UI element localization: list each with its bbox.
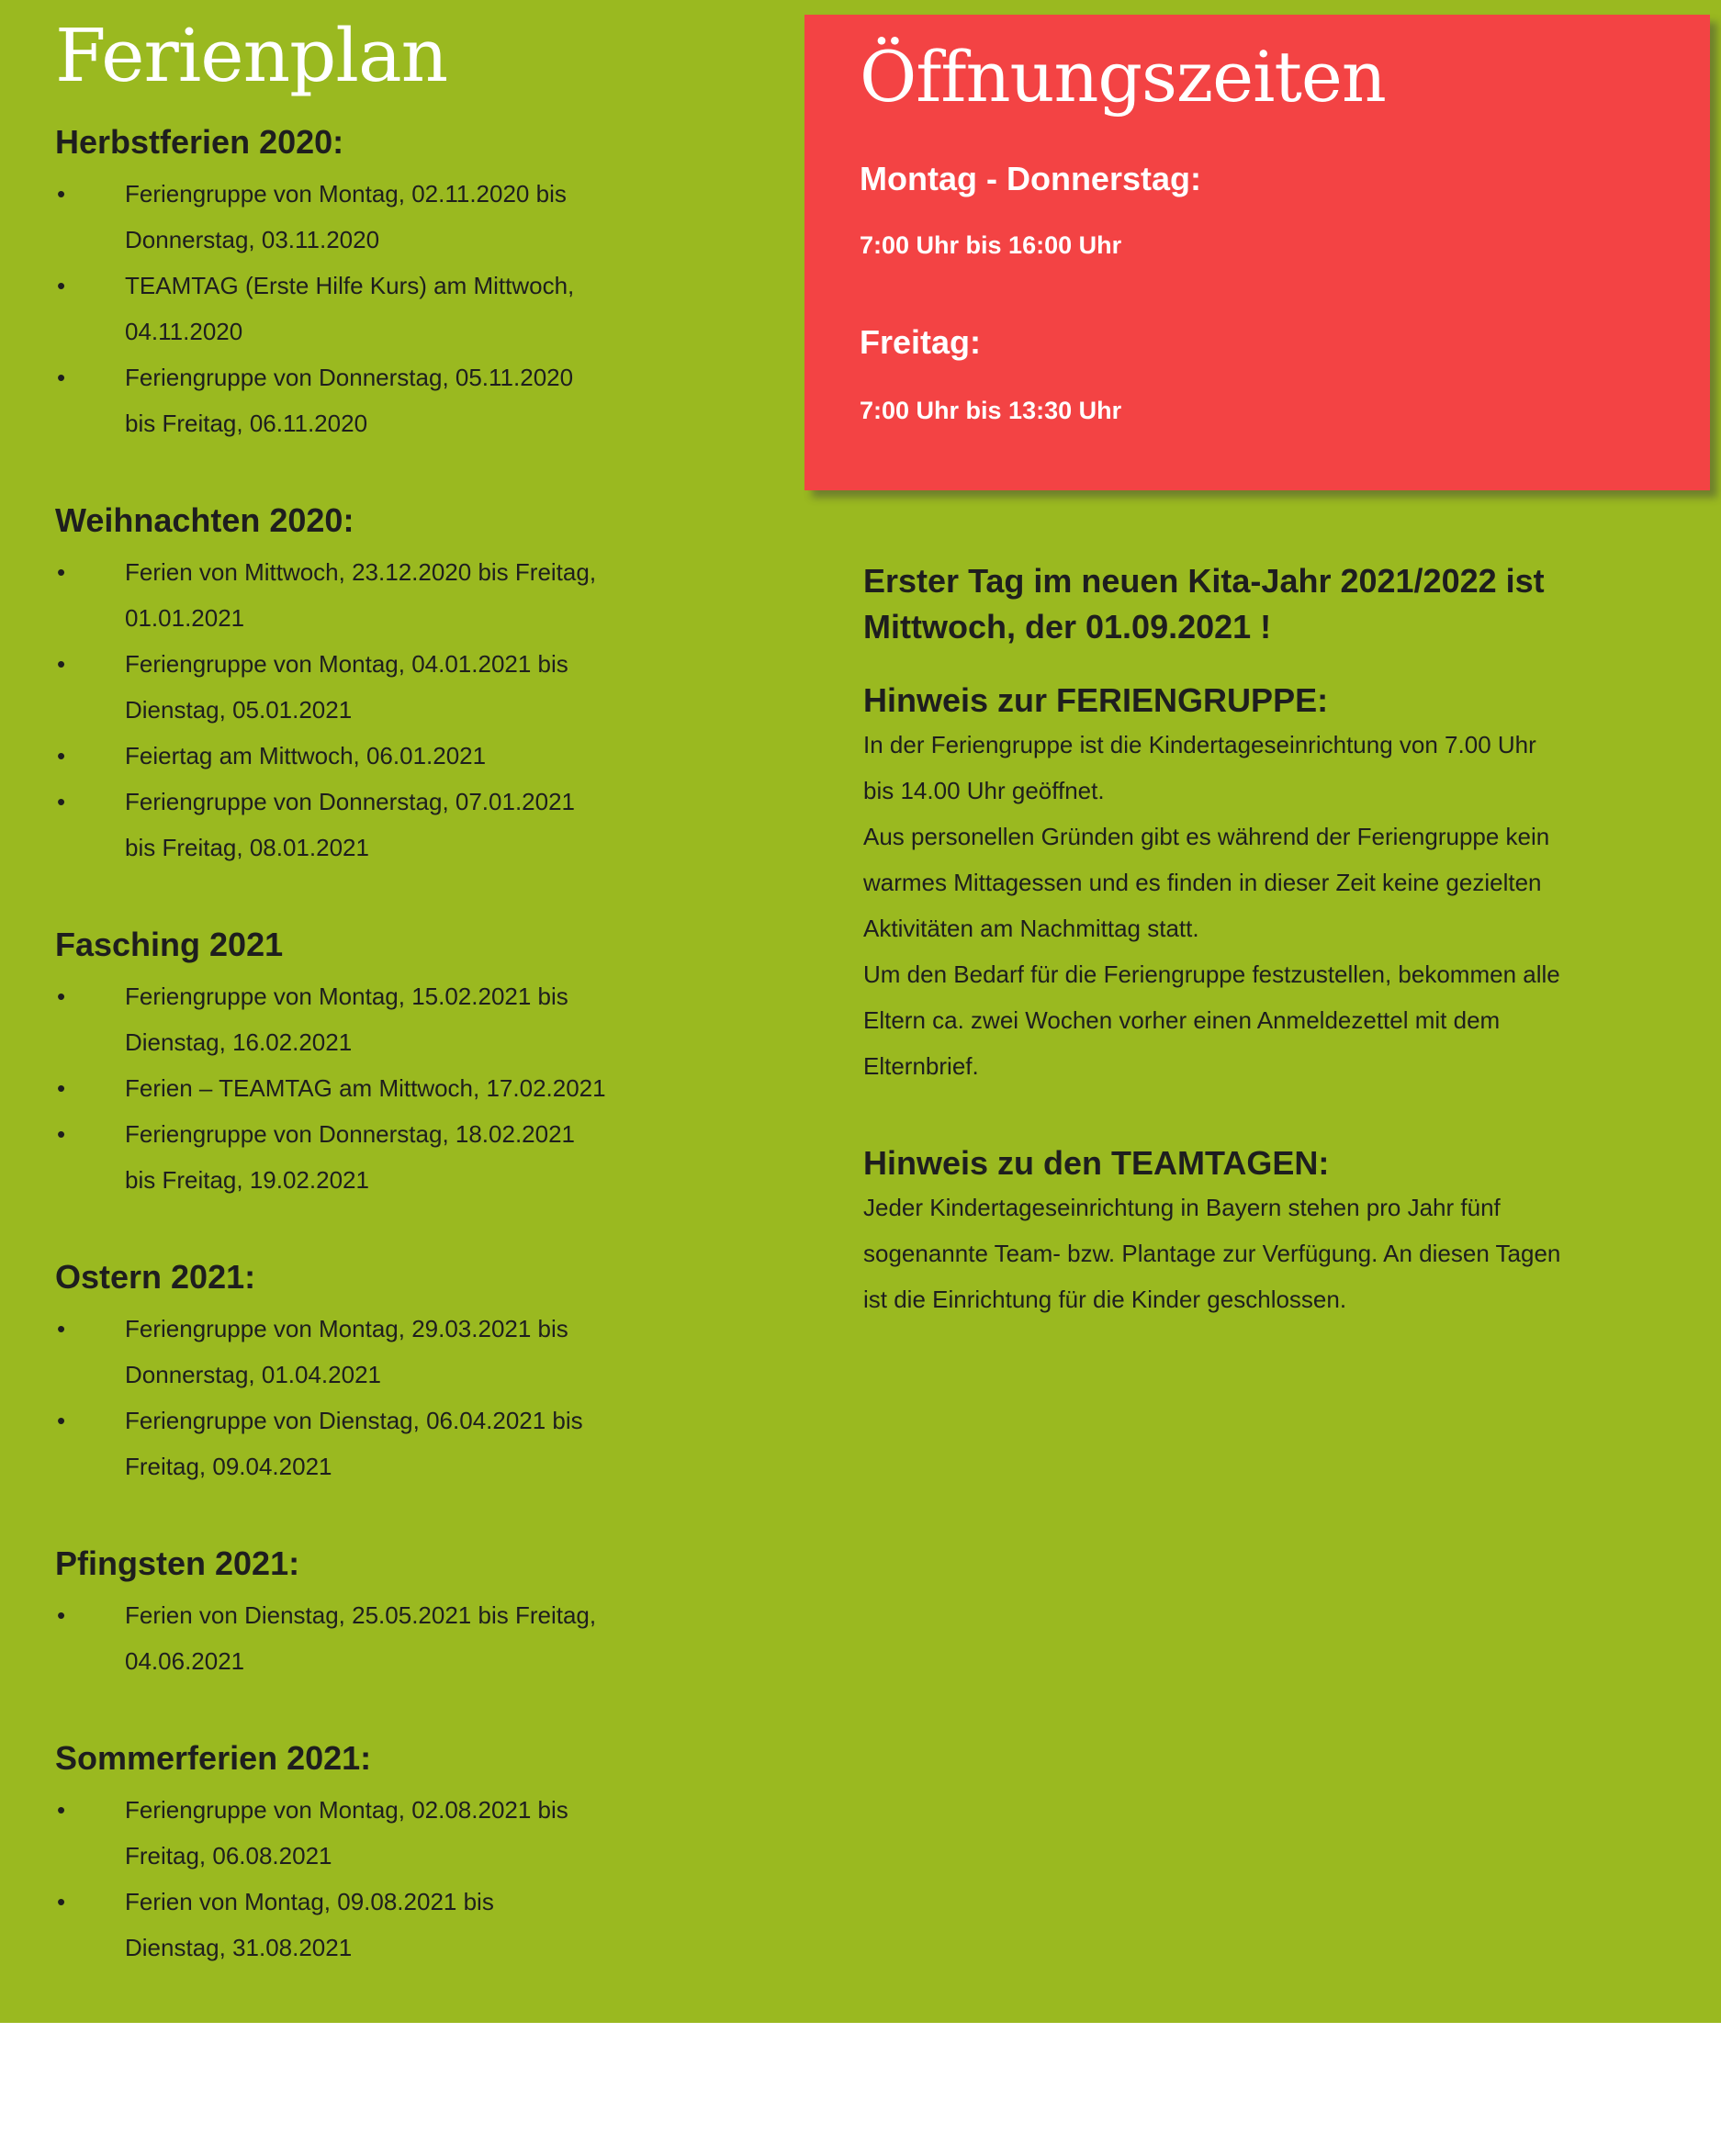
bullet-icon: • bbox=[57, 742, 66, 769]
holiday-item-line: Ferien von Dienstag, 25.05.2021 bis Freitag, bbox=[125, 1601, 597, 1629]
holiday-list-item bbox=[55, 733, 643, 779]
bullet-icon: • bbox=[57, 650, 66, 678]
holiday-item-line: Donnerstag, 03.11.2020 bbox=[125, 226, 380, 253]
holiday-section bbox=[55, 1256, 643, 1489]
note-line: Jeder Kindertageseinrichtung in Bayern stehen pro Jahr fünf bbox=[863, 1194, 1501, 1221]
holiday-item-line: 04.06.2021 bbox=[125, 1647, 245, 1675]
opening-hours-box bbox=[804, 15, 1710, 490]
holiday-list bbox=[55, 1592, 643, 1684]
bullet-icon: • bbox=[57, 1074, 66, 1102]
holiday-list-item bbox=[55, 1111, 643, 1203]
ferienplan-title: Ferienplan bbox=[55, 13, 448, 98]
holiday-list bbox=[55, 171, 643, 446]
note-line: Aktivitäten am Nachmittag statt. bbox=[863, 915, 1199, 942]
holiday-item-line: TEAMTAG (Erste Hilfe Kurs) am Mittwoch, bbox=[125, 272, 575, 299]
holiday-list bbox=[55, 549, 643, 870]
holiday-item-line: Feriengruppe von Montag, 29.03.2021 bis bbox=[125, 1315, 568, 1342]
holiday-section bbox=[55, 1737, 643, 1971]
holiday-list-item bbox=[55, 354, 643, 446]
holiday-list-item bbox=[55, 1065, 643, 1111]
holiday-section bbox=[55, 121, 643, 446]
holiday-item-line: Ferien von Montag, 09.08.2021 bis bbox=[125, 1888, 494, 1915]
note-line: warmes Mittagessen und es finden in dieser Zeit keine gezielten bbox=[863, 869, 1542, 896]
bullet-icon: • bbox=[57, 558, 66, 586]
holiday-item-line: bis Freitag, 08.01.2021 bbox=[125, 834, 369, 861]
info-column bbox=[863, 558, 1625, 1322]
holiday-item-line: Feriengruppe von Donnerstag, 05.11.2020 bbox=[125, 364, 574, 391]
holiday-list-item bbox=[55, 171, 643, 263]
first-day-notice bbox=[863, 558, 1625, 650]
holiday-item-line: 04.11.2020 bbox=[125, 318, 243, 345]
teamtage-note-title: Hinweis zu den TEAMTAGEN: bbox=[863, 1144, 1330, 1182]
holiday-list bbox=[55, 1787, 643, 1971]
bullet-icon: • bbox=[57, 1796, 66, 1824]
note-line: Um den Bedarf für die Feriengruppe festzustellen, bekommen alle bbox=[863, 960, 1560, 988]
holiday-item-line: Feriengruppe von Donnerstag, 07.01.2021 bbox=[125, 788, 576, 815]
holiday-item-line: Freitag, 06.08.2021 bbox=[125, 1842, 332, 1870]
note-line: Aus personellen Gründen gibt es während der Feriengruppe kein bbox=[863, 823, 1550, 850]
holiday-list-item bbox=[55, 1787, 643, 1879]
note-line: Elternbrief. bbox=[863, 1052, 979, 1080]
note-line: In der Feriengruppe ist die Kindertageseinrichtung von 7.00 Uhr bbox=[863, 731, 1536, 758]
note-line: bis 14.00 Uhr geöffnet. bbox=[863, 777, 1105, 804]
friday-time: 7:00 Uhr bis 13:30 Uhr bbox=[860, 397, 1122, 424]
holiday-section bbox=[55, 500, 643, 870]
opening-hours-title: Öffnungszeiten bbox=[860, 36, 1386, 118]
holiday-item-line: Dienstag, 31.08.2021 bbox=[125, 1934, 353, 1961]
friday-label: Freitag: bbox=[860, 323, 982, 361]
holiday-item-line: Dienstag, 16.02.2021 bbox=[125, 1028, 353, 1056]
first-day-line: Mittwoch, der 01.09.2021 ! bbox=[863, 608, 1272, 646]
holiday-item-line: Feriengruppe von Montag, 02.11.2020 bis bbox=[125, 180, 567, 208]
holiday-section-title: Ostern 2021: bbox=[55, 1258, 256, 1296]
weekday-label: Montag - Donnerstag: bbox=[860, 160, 1201, 197]
bullet-icon: • bbox=[57, 364, 66, 391]
holiday-section-title: Fasching 2021 bbox=[55, 926, 284, 963]
bullet-icon: • bbox=[57, 1407, 66, 1434]
feriengruppe-note-text bbox=[863, 722, 1625, 1089]
first-day-line: Erster Tag im neuen Kita-Jahr 2021/2022 ist bbox=[863, 562, 1545, 600]
holiday-list-item bbox=[55, 779, 643, 870]
holiday-list bbox=[55, 973, 643, 1203]
teamtage-note-text bbox=[863, 1185, 1625, 1322]
holiday-list bbox=[55, 1306, 643, 1489]
bullet-icon: • bbox=[57, 1601, 66, 1629]
holiday-section-title: Pfingsten 2021: bbox=[55, 1544, 300, 1582]
note-line: Eltern ca. zwei Wochen vorher einen Anmeldezettel mit dem bbox=[863, 1006, 1501, 1034]
holiday-list-item bbox=[55, 1306, 643, 1398]
holiday-item-line: Feiertag am Mittwoch, 06.01.2021 bbox=[125, 742, 487, 769]
holiday-item-line: Donnerstag, 01.04.2021 bbox=[125, 1361, 381, 1388]
holiday-section-title: Herbstferien 2020: bbox=[55, 123, 344, 161]
bullet-icon: • bbox=[57, 1120, 66, 1148]
holiday-item-line: Feriengruppe von Donnerstag, 18.02.2021 bbox=[125, 1120, 576, 1148]
holiday-item-line: Ferien – TEAMTAG am Mittwoch, 17.02.2021 bbox=[125, 1074, 606, 1102]
holiday-item-line: bis Freitag, 19.02.2021 bbox=[125, 1166, 369, 1194]
bullet-icon: • bbox=[57, 180, 66, 208]
holiday-item-line: bis Freitag, 06.11.2020 bbox=[125, 410, 368, 437]
holiday-item-line: 01.01.2021 bbox=[125, 604, 245, 632]
bullet-icon: • bbox=[57, 1315, 66, 1342]
holiday-list-item bbox=[55, 1592, 643, 1684]
feriengruppe-note-title: Hinweis zur FERIENGRUPPE: bbox=[863, 681, 1329, 719]
holiday-item-line: Dienstag, 05.01.2021 bbox=[125, 696, 353, 724]
holiday-list-item bbox=[55, 973, 643, 1065]
holiday-item-line: Freitag, 09.04.2021 bbox=[125, 1453, 332, 1480]
bullet-icon: • bbox=[57, 788, 66, 815]
holiday-item-line: Feriengruppe von Montag, 04.01.2021 bis bbox=[125, 650, 568, 678]
holiday-section-title: Weihnachten 2020: bbox=[55, 501, 354, 539]
holiday-item-line: Feriengruppe von Montag, 15.02.2021 bis bbox=[125, 983, 568, 1010]
ferienplan-sections bbox=[55, 121, 643, 1971]
holiday-list-item bbox=[55, 1398, 643, 1489]
bullet-icon: • bbox=[57, 1888, 66, 1915]
holiday-item-line: Ferien von Mittwoch, 23.12.2020 bis Freitag, bbox=[125, 558, 597, 586]
bullet-icon: • bbox=[57, 983, 66, 1010]
ferienplan-column bbox=[55, 6, 643, 1971]
holiday-section bbox=[55, 924, 643, 1203]
holiday-list-item bbox=[55, 1879, 643, 1971]
weekday-time: 7:00 Uhr bis 16:00 Uhr bbox=[860, 231, 1122, 259]
holiday-item-line: Feriengruppe von Montag, 02.08.2021 bis bbox=[125, 1796, 568, 1824]
holiday-list-item bbox=[55, 263, 643, 354]
note-line: ist die Einrichtung für die Kinder geschlossen. bbox=[863, 1286, 1347, 1313]
holiday-section bbox=[55, 1543, 643, 1684]
holiday-item-line: Feriengruppe von Dienstag, 06.04.2021 bis bbox=[125, 1407, 583, 1434]
holiday-list-item bbox=[55, 549, 643, 641]
note-line: sogenannte Team- bzw. Plantage zur Verfügung. An diesen Tagen bbox=[863, 1240, 1561, 1267]
bullet-icon: • bbox=[57, 272, 66, 299]
holiday-section-title: Sommerferien 2021: bbox=[55, 1739, 372, 1777]
holiday-list-item bbox=[55, 641, 643, 733]
